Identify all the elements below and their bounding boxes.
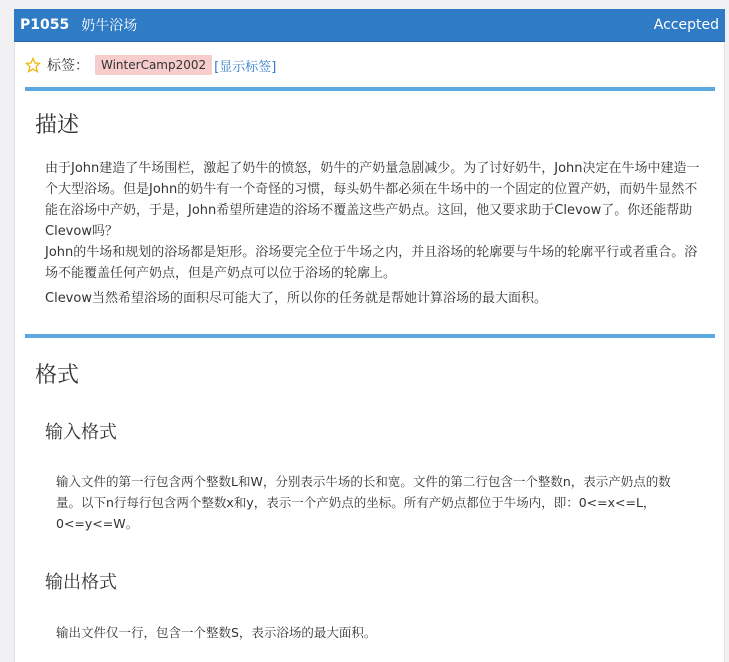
problem-name: 奶牛浴场: [81, 18, 138, 34]
output-format-text: 输出文件仅一行，包含一个整数S，表示浴场的最大面积。: [56, 625, 377, 640]
tag-label: 标签：: [47, 58, 89, 74]
problem-title-group: [20, 15, 137, 35]
description-paragraph: [45, 158, 705, 309]
section-rule: [25, 334, 715, 338]
description-p2: John的牛场和规划的浴场都是矩形。浴场要完全位于牛场之内，并且浴场的轮廓要与牛场的轮廓平行或者重合。浴场不能覆盖任何产奶点，但是产奶点可以位于浴场的轮廓上。: [45, 245, 698, 281]
output-format-heading: 输出格式: [45, 572, 117, 593]
input-format-text: 输入文件的第一行包含两个整数L和W，分别表示牛场的长和宽。文件的第二行包含一个整数n，表示产奶点的数量。以下n行每行包含两个整数x和y，表示一个产奶点的坐标。所有产奶点都位于牛场内，即：0<=x<=L，0<=y<=W。: [56, 474, 671, 531]
description-p3: Clevow当然希望浴场的面积尽可能大了，所以你的任务就是帮她计算浴场的最大面积。: [45, 291, 547, 306]
description-heading: 描述: [35, 113, 80, 138]
status-badge: Accepted: [653, 17, 719, 33]
description-p1: 由于John建造了牛场围栏，激起了奶牛的愤怒，奶牛的产奶量急剧减少。为了讨好奶牛，John决定在牛场中建造一个大型浴场。但是John的奶牛有一个奇怪的习惯，每头奶牛都必须在牛场中的一个固定的位置产奶，而奶牛显然不能在浴场中产奶，于是，John希望所建造的浴场不覆盖这些产奶点。这回，他又要求助于Clevow了。你还能帮助Clevow吗？: [45, 161, 700, 239]
tag-badge[interactable]: WinterCamp2002: [95, 55, 212, 75]
input-format-heading: 输入格式: [45, 422, 117, 443]
format-heading: 格式: [35, 363, 80, 388]
problem-id: P1055: [20, 17, 70, 33]
star-icon[interactable]: [25, 57, 41, 73]
tag-row: [25, 54, 276, 76]
show-tags-link[interactable]: [显示标签]: [214, 59, 277, 75]
problem-header: [14, 9, 725, 42]
problem-panel: [14, 42, 725, 662]
section-rule: [25, 87, 715, 91]
